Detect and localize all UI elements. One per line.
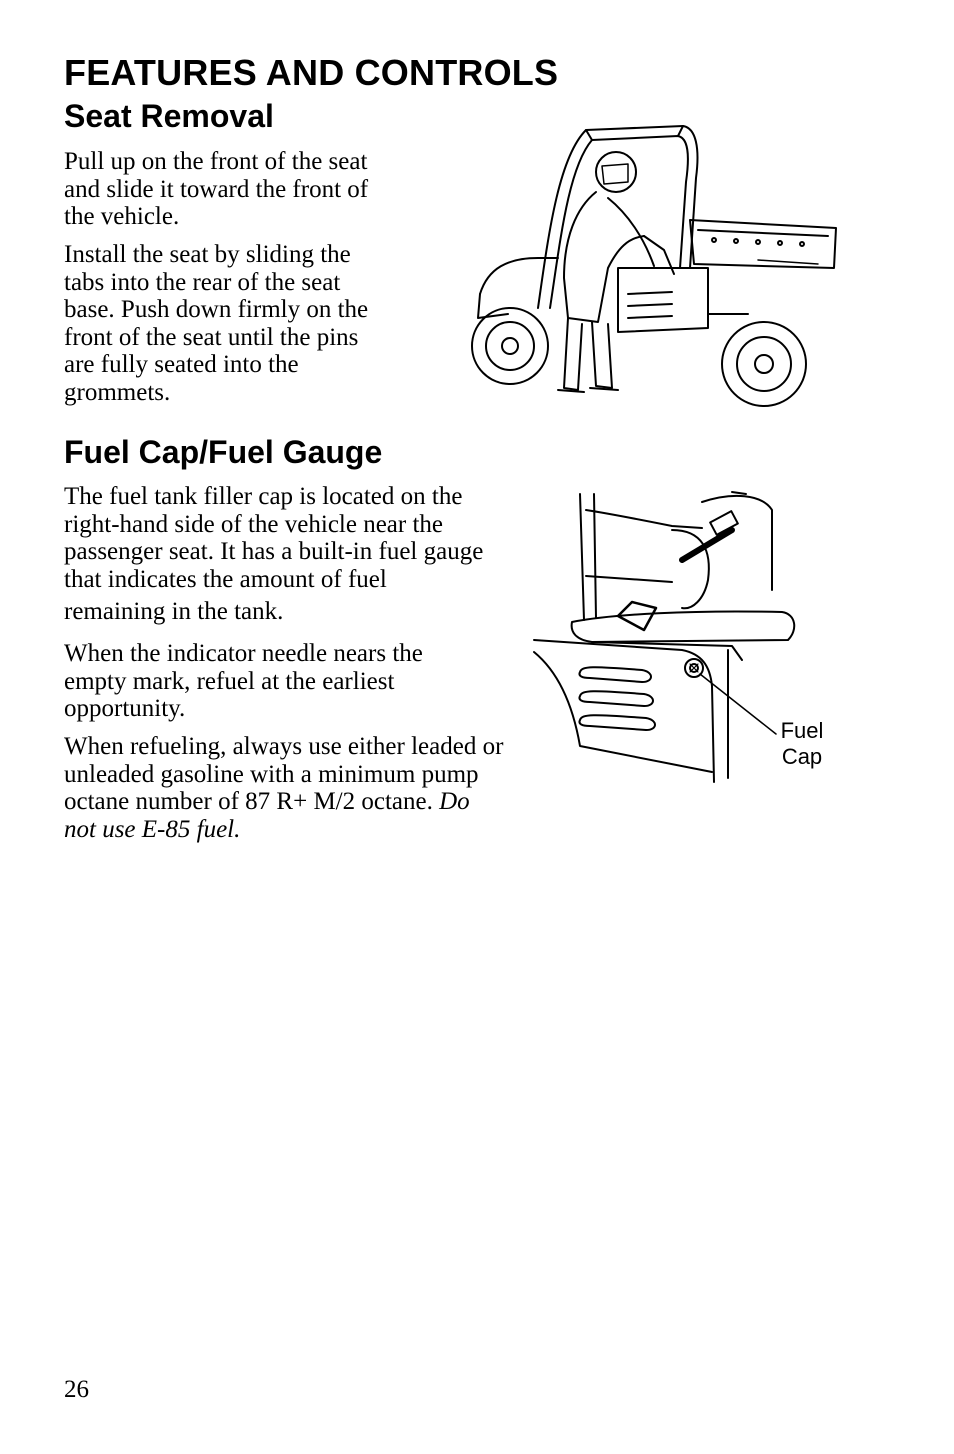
utv-seat-removal-illustration xyxy=(468,118,840,414)
fuel-cap-paragraph-1-main: The fuel tank filler cap is located on the right-hand side of the vehicle near the passenger seat. It has a built-in fuel gauge that indicates the amount of fuel xyxy=(64,483,484,593)
fuel-cap-paragraph-1-last: remaining in the tank. xyxy=(64,598,284,625)
seat-removal-paragraph-1: Pull up on the front of the seat and slide it toward the front of the vehicle. xyxy=(64,148,369,230)
page-number: 26 xyxy=(64,1376,89,1403)
fuel-cap-heading: Fuel Cap/Fuel Gauge xyxy=(64,434,383,470)
fuel-cap-paragraph-3-main: When refueling, always use either leaded or unleaded gasoline with a minimum pump octane number of 87 R+ M/2 octane. xyxy=(64,733,504,815)
seat-removal-paragraph-2: Install the seat by sliding the tabs into the rear of the seat base. Push down firmly on the front of the seat until the pins are fully seated into the grommets. xyxy=(64,241,369,406)
fuel-cap-callout-line-1: Fuel xyxy=(780,718,824,743)
fuel-cap-paragraph-1 xyxy=(64,483,504,626)
fuel-cap-paragraph-3 xyxy=(64,733,504,843)
fuel-cap-callout-line-2: Cap xyxy=(781,744,823,769)
fuel-warning-emphasis: Do not use E-85 fuel. xyxy=(64,788,470,843)
fuel-cap-paragraph-2: When the indicator needle nears the empty mark, refuel at the earliest opportunity. xyxy=(64,640,423,722)
page-title: FEATURES AND CONTROLS xyxy=(64,52,559,93)
fuel-cap-callout-label xyxy=(776,718,828,770)
seat-removal-heading: Seat Removal xyxy=(64,98,274,134)
